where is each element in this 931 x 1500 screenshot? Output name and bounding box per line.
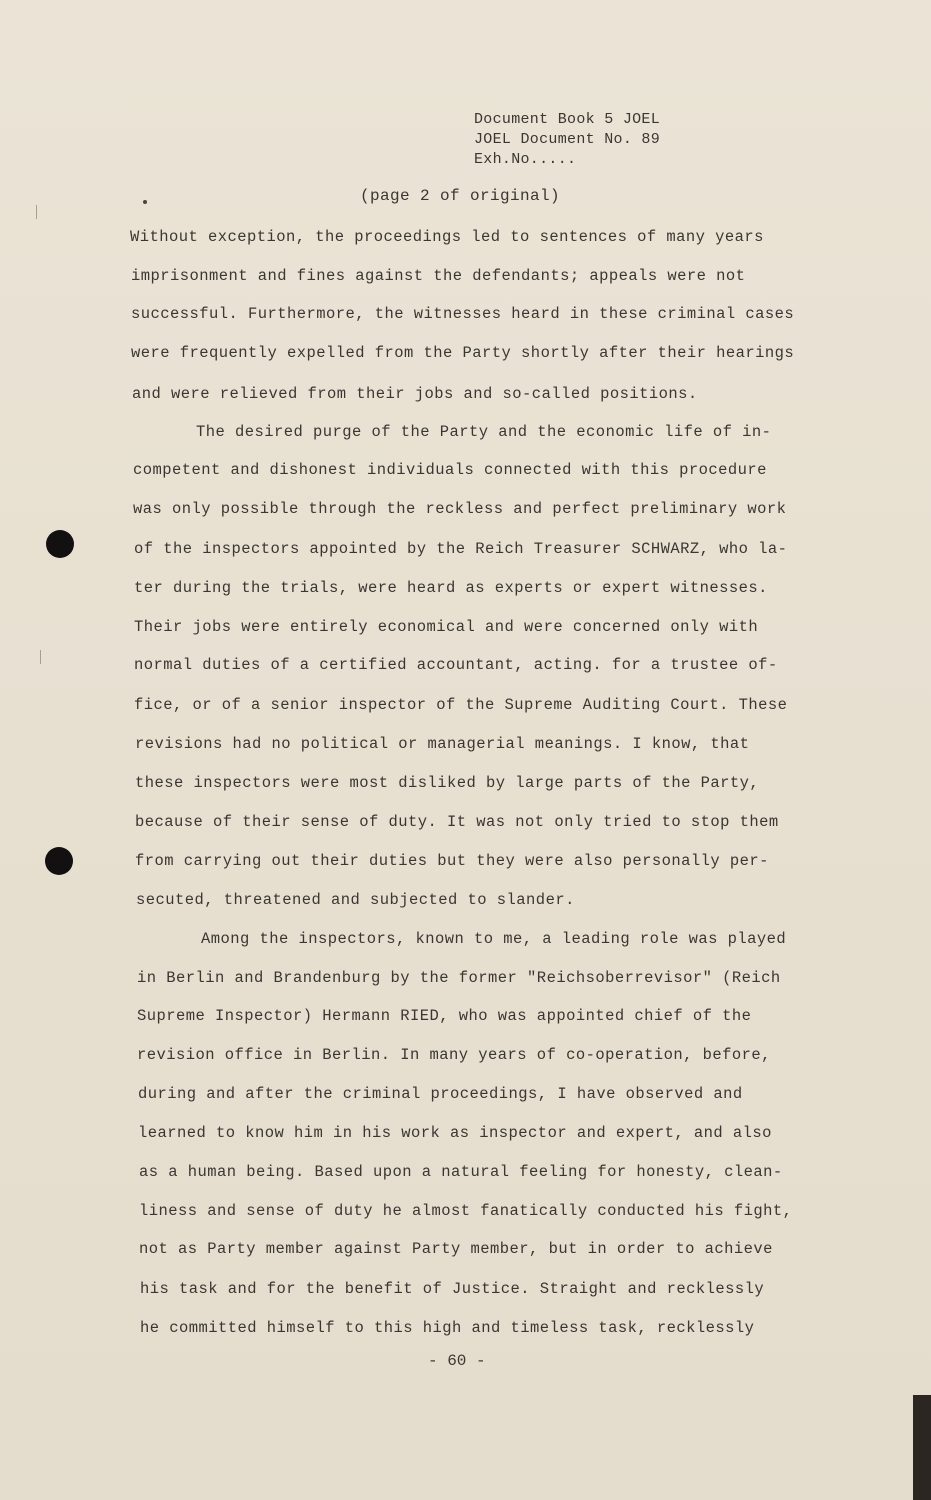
page-number: - 60 - xyxy=(428,1352,486,1370)
body-line: The desired purge of the Party and the economic life of in- xyxy=(196,423,772,441)
body-line: revision office in Berlin. In many years of co-operation, before, xyxy=(137,1046,771,1064)
body-line: Among the inspectors, known to me, a leading role was played xyxy=(201,930,787,948)
body-line: because of their sense of duty. It was not only tried to stop them xyxy=(135,813,779,831)
body-line: as a human being. Based upon a natural feeling for honesty, clean- xyxy=(139,1163,783,1181)
header-document-book: Document Book 5 JOEL xyxy=(474,111,661,128)
margin-mark xyxy=(40,650,41,664)
body-line: secuted, threatened and subjected to slander. xyxy=(136,891,575,909)
body-line: not as Party member against Party member, but in order to achieve xyxy=(139,1240,773,1258)
body-line: ter during the trials, were heard as experts or expert witnesses. xyxy=(134,579,768,597)
body-line: Without exception, the proceedings led to sentences of many years xyxy=(130,228,764,246)
body-line: were frequently expelled from the Party shortly after their hearings xyxy=(131,344,795,362)
body-line: liness and sense of duty he almost fanatically conducted his fight, xyxy=(139,1202,793,1220)
body-line: fice, or of a senior inspector of the Supreme Auditing Court. These xyxy=(134,696,788,714)
page-note: (page 2 of original) xyxy=(360,187,561,205)
body-line: these inspectors were most disliked by large parts of the Party, xyxy=(135,774,760,792)
punch-hole xyxy=(45,847,73,875)
margin-mark xyxy=(36,205,37,219)
body-line: normal duties of a certified accountant, acting. for a trustee of- xyxy=(134,656,778,674)
body-line: and were relieved from their jobs and so-called positions. xyxy=(132,385,698,403)
header-exhibit-number: Exh.No..... xyxy=(474,151,577,168)
body-line: Supreme Inspector) Hermann RIED, who was appointed chief of the xyxy=(137,1007,752,1025)
body-line: he committed himself to this high and timeless task, recklessly xyxy=(140,1319,755,1337)
body-line: revisions had no political or managerial meanings. I know, that xyxy=(135,735,750,753)
body-line: from carrying out their duties but they were also personally per- xyxy=(135,852,769,870)
punch-hole xyxy=(46,530,74,558)
header-document-number: JOEL Document No. 89 xyxy=(474,131,661,148)
body-line: was only possible through the reckless and perfect preliminary work xyxy=(133,500,787,518)
stray-mark xyxy=(143,200,147,204)
document-header xyxy=(474,110,660,170)
body-line: competent and dishonest individuals connected with this procedure xyxy=(133,461,767,479)
body-line: imprisonment and fines against the defendants; appeals were not xyxy=(131,267,746,285)
body-line: in Berlin and Brandenburg by the former "Reichsoberrevisor" (Reich xyxy=(137,969,781,987)
body-line: his task and for the benefit of Justice. Straight and recklessly xyxy=(140,1280,765,1298)
body-line: learned to know him in his work as inspector and expert, and also xyxy=(138,1124,772,1142)
body-line: Their jobs were entirely economical and were concerned only with xyxy=(134,618,759,636)
body-line: successful. Furthermore, the witnesses heard in these criminal cases xyxy=(131,305,795,323)
body-line: of the inspectors appointed by the Reich Treasurer SCHWARZ, who la- xyxy=(134,540,788,558)
page-edge-shadow xyxy=(913,1395,931,1500)
body-line: during and after the criminal proceedings, I have observed and xyxy=(138,1085,743,1103)
